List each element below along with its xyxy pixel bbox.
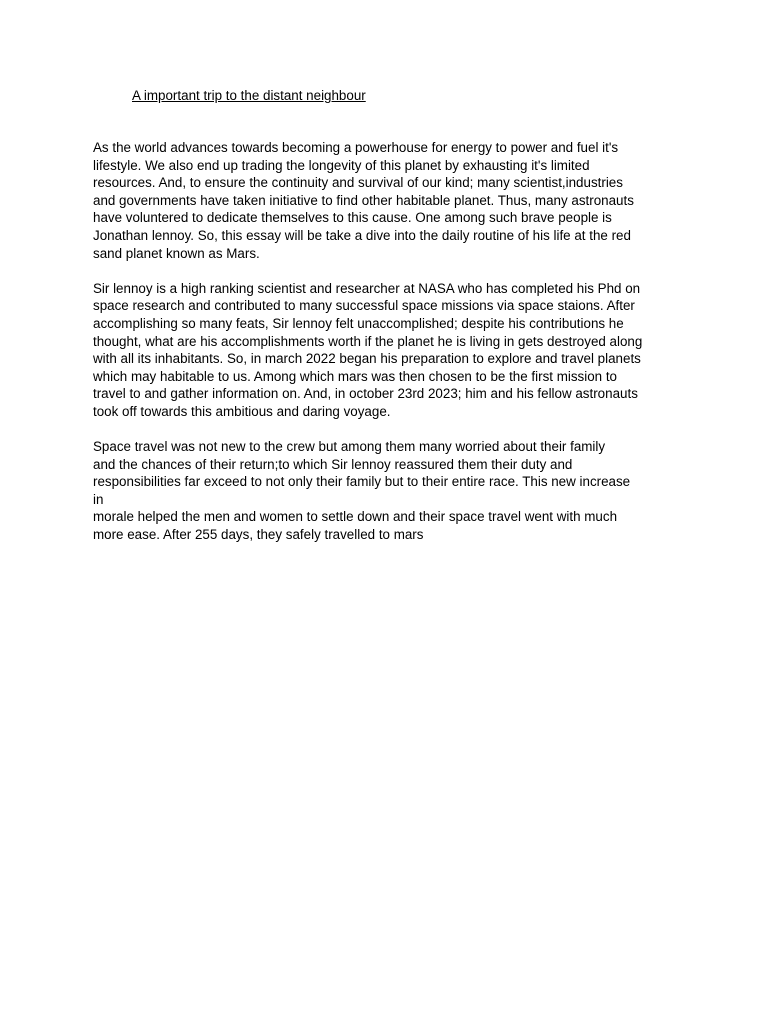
text-line: took off towards this ambitious and daring voyage. bbox=[93, 403, 391, 419]
text-line: with all its inhabitants. So, in march 2022 began his preparation to explore and travel planets bbox=[93, 351, 641, 367]
text-line: sand planet known as Mars. bbox=[93, 245, 260, 261]
text-line: Sir lennoy is a high ranking scientist and researcher at NASA who has completed his Phd on bbox=[93, 280, 641, 296]
text-line: have voluntered to dedicate themselves to this cause. One among such brave people is bbox=[93, 210, 612, 226]
text-line: thought, what are his accomplishments worth if the planet he is living in gets destroyed along bbox=[93, 333, 643, 349]
text-line: and governments have taken initiative to find other habitable planet. Thus, many astronauts bbox=[93, 192, 634, 208]
paragraph-1 bbox=[93, 139, 693, 262]
text-line: responsibilities far exceed to not only their family but to their entire race. This new increase bbox=[93, 474, 631, 490]
text-line: resources. And, to ensure the continuity and survival of our kind; many scientist,industries bbox=[93, 175, 623, 191]
text-line: As the world advances towards becoming a powerhouse for energy to power and fuel it's bbox=[93, 140, 619, 155]
text-line: accomplishing so many feats, Sir lennoy felt unaccomplished; despite his contributions he bbox=[93, 315, 624, 331]
text-line: in bbox=[93, 491, 104, 507]
document-body bbox=[93, 139, 693, 561]
text-line: and the chances of their return;to which Sir lennoy reassured them their duty and bbox=[93, 456, 573, 472]
text-line: Jonathan lennoy. So, this essay will be take a dive into the daily routine of his life at the red bbox=[93, 227, 631, 243]
text-line: more ease. After 255 days, they safely travelled to mars bbox=[93, 527, 424, 543]
text-line: lifestyle. We also end up trading the longevity of this planet by exhausting it's limited bbox=[93, 157, 590, 173]
text-line: space research and contributed to many successful space missions via space staions. After bbox=[93, 298, 635, 314]
text-line: which may habitable to us. Among which mars was then chosen to be the first mission to bbox=[93, 368, 617, 384]
text-line: morale helped the men and women to settle down and their space travel went with much bbox=[93, 509, 618, 525]
text-line: travel to and gather information on. And, in october 23rd 2023; him and his fellow astronauts bbox=[93, 386, 638, 402]
document-title: A important trip to the distant neighbour bbox=[132, 88, 366, 103]
paragraph-3 bbox=[93, 438, 693, 544]
text-line: Space travel was not new to the crew but among them many worried about their family bbox=[93, 439, 606, 455]
paragraph-2 bbox=[93, 280, 693, 421]
